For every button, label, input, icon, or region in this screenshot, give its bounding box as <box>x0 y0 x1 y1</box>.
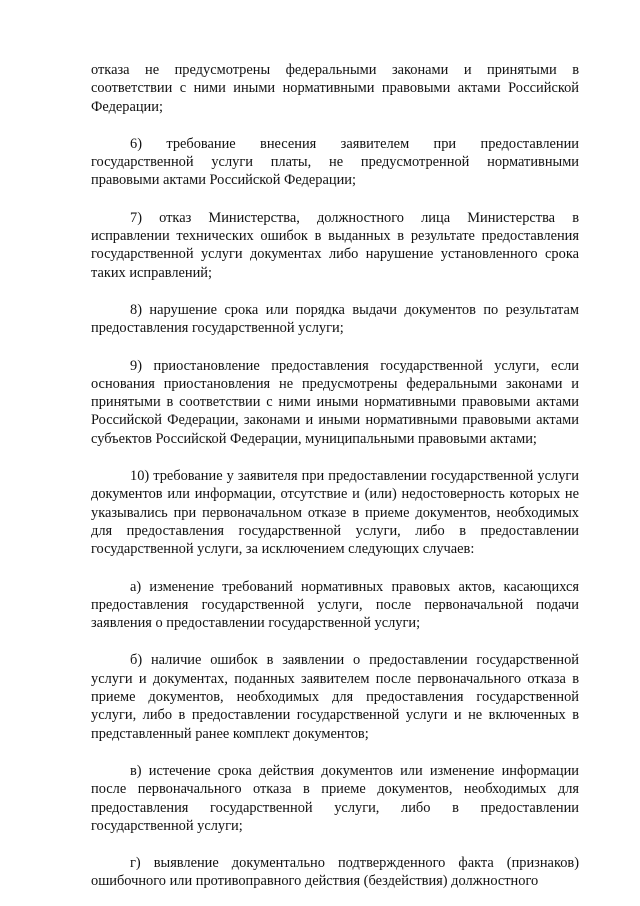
document-body <box>91 61 579 891</box>
paragraph-continuation: отказа не предусмотрены федеральными законами и принятыми в соответствии с ними иными нормативными правовыми актами Российской Федерации; <box>91 62 579 115</box>
paragraph-subitem-v: в) истечение срока действия документов или изменение информации после первоначального отказа в приеме документов, необходимых для предоставления государственной услуги, либо в предоставлении государственной услуги; <box>91 762 579 834</box>
paragraph-item-9: 9) приостановление предоставления государственной услуги, если основания приостановления не предусмотрены федеральными законами и принятыми в соответствии с ними иными нормативными правовыми актами Российской Федерации, законами и иными нормативными правовыми актами субъектов Российской Федерации, муниципальными правовыми актами; <box>91 357 579 447</box>
paragraph-subitem-b: б) наличие ошибок в заявлении о предоставлении государственной услуги и документах, поданных заявителем после первоначального отказа в приеме документов, необходимых для предоставления государственной услуги, либо в предоставлении государственной услуги и не включенных в представленный ранее комплект документов; <box>91 652 579 742</box>
paragraph-item-7: 7) отказ Министерства, должностного лица Министерства в исправлении технических ошибок в выданных в результате предоставления государственной услуги документах либо нарушение установленного срока таких исправлений; <box>91 209 579 281</box>
paragraph-subitem-a: а) изменение требований нормативных правовых актов, касающихся предоставления государственной услуги, после первоначальной подачи заявления о предоставлении государственной услуги; <box>91 578 579 632</box>
paragraph-subitem-g: г) выявление документально подтвержденного факта (признаков) ошибочного или противоправного действия (бездействия) должностного <box>91 855 579 890</box>
paragraph-item-10: 10) требование у заявителя при предоставлении государственной услуги документов или информации, отсутствие и (или) недостоверность которых не указывались при первоначальном отказе в приеме документов, необходимых для предоставления государственной услуги, либо в предоставлении государственной услуги, за исключением следующих случаев: <box>91 468 579 558</box>
paragraph-item-6: 6) требование внесения заявителем при предоставлении государственной услуги платы, не предусмотренной нормативными правовыми актами Российской Федерации; <box>91 135 579 189</box>
paragraph-item-8: 8) нарушение срока или порядка выдачи документов по результатам предоставления государственной услуги; <box>91 301 579 337</box>
